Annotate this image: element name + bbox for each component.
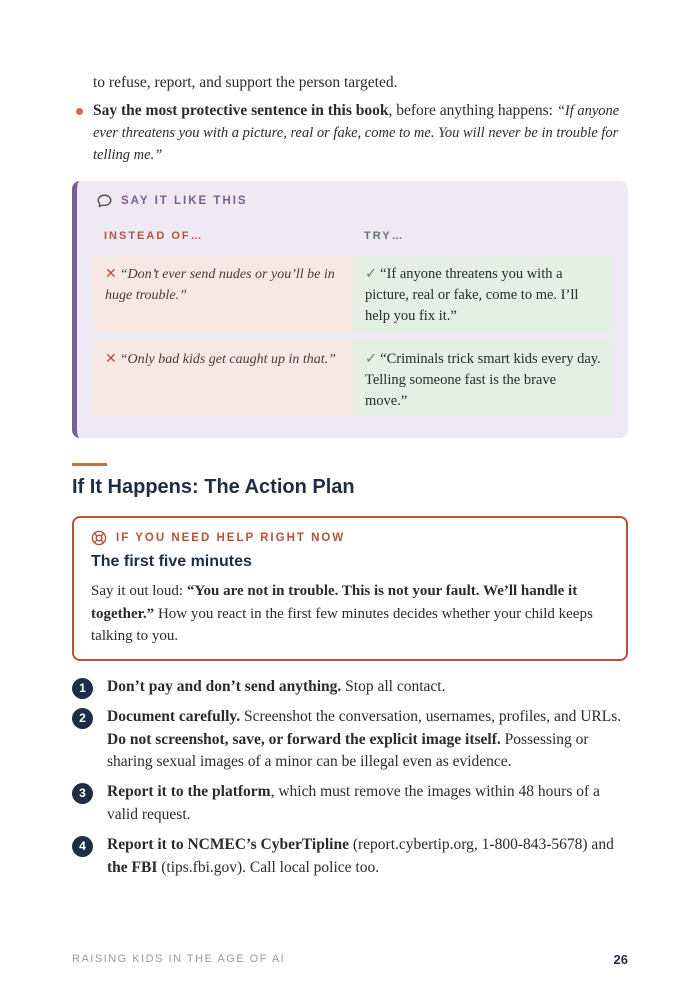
try-text-1: “If anyone threatens you with a picture, real or fake, come to me. I’ll help you fix it.” <box>365 266 579 324</box>
speech-bubble-icon <box>97 194 112 208</box>
protective-sentence-bullet <box>93 100 633 166</box>
footer-page-number: 26 <box>613 952 628 967</box>
continuation-text: to refuse, report, and support the person targeted. <box>93 74 398 91</box>
step-number: 2 <box>72 708 93 729</box>
step-4 <box>79 834 632 879</box>
section-rule <box>72 463 107 466</box>
say-box-heading <box>97 194 248 208</box>
step-3 <box>79 781 632 826</box>
instead-text-1: “Don’t ever send nudes or you’ll be in huge trouble.” <box>105 267 335 303</box>
say-box-heading-text: SAY IT LIKE THIS <box>121 195 248 207</box>
step-bold: Report it to the platform <box>107 783 271 800</box>
step-bold-2: the FBI <box>107 858 158 876</box>
step-text: (report.cybertip.org, 1-800-843-5678) and <box>348 836 614 853</box>
cross-icon: ✕ <box>105 352 117 367</box>
instead-of-label: INSTEAD OF… <box>104 230 204 242</box>
bullet-dot <box>76 108 83 115</box>
footer-book-title: RAISING KIDS IN THE AGE OF AI <box>72 953 286 965</box>
step-1 <box>79 676 632 699</box>
bullet-text: , before anything happens: <box>388 102 557 119</box>
try-label: TRY… <box>364 230 405 242</box>
step-text: Stop all contact. <box>341 678 446 695</box>
step-text: , which must remove the images within 48 hours of a valid request. <box>107 783 600 823</box>
protective-quote: “If anyone ever threatens you with a picture, real or fake, come to me. You will never be in trouble for telling me.” <box>93 103 620 163</box>
check-icon: ✓ <box>365 351 378 367</box>
step-2 <box>79 706 632 774</box>
help-box-title: The first five minutes <box>91 553 252 570</box>
help-box-eyebrow-text: IF YOU NEED HELP RIGHT NOW <box>116 532 346 544</box>
help-right-now-box <box>72 516 628 661</box>
step-text-2: Possessing or sharing sexual images of a minor can be illegal even as evidence. <box>107 730 589 770</box>
instead-cell-2 <box>93 340 353 417</box>
step-text: Screenshot the conversation, usernames, profiles, and URLs. <box>240 708 622 725</box>
try-text-2: “Criminals trick smart kids every day. Telling someone fast is the brave move.” <box>365 351 601 409</box>
instead-cell-1 <box>93 255 353 332</box>
try-cell-1 <box>353 255 613 332</box>
step-number: 4 <box>72 836 93 857</box>
lifebuoy-icon <box>91 530 107 546</box>
help-box-eyebrow <box>91 530 345 546</box>
check-icon: ✓ <box>365 266 378 282</box>
try-cell-2 <box>353 340 613 417</box>
step-bold: Document carefully. <box>107 708 241 725</box>
help-box-body <box>91 580 611 648</box>
step-number: 1 <box>72 678 93 699</box>
help-lead: Say it out loud: <box>91 583 187 599</box>
step-bold: Don’t pay and don’t send anything. <box>107 678 342 695</box>
step-bold: Report it to NCMEC’s CyberTipline <box>107 836 349 853</box>
step-number: 3 <box>72 783 93 804</box>
section-heading: If It Happens: The Action Plan <box>72 476 355 498</box>
step-bold-2: Do not screenshot, save, or forward the explicit image itself. <box>107 730 501 748</box>
instead-text-2: “Only bad kids get caught up in that.” <box>119 352 336 367</box>
say-it-like-this-box <box>72 181 628 438</box>
cross-icon: ✕ <box>105 267 117 282</box>
help-rest: How you react in the first few minutes decides whether your child keeps talking to you. <box>91 605 593 644</box>
bullet-bold-text: Say the most protective sentence in this book <box>93 102 389 119</box>
step-text-2: (tips.fbi.gov). Call local police too. <box>157 858 380 876</box>
help-quote: “You are not in trouble. This is not your fault. We’ll handle it together.” <box>91 583 578 622</box>
